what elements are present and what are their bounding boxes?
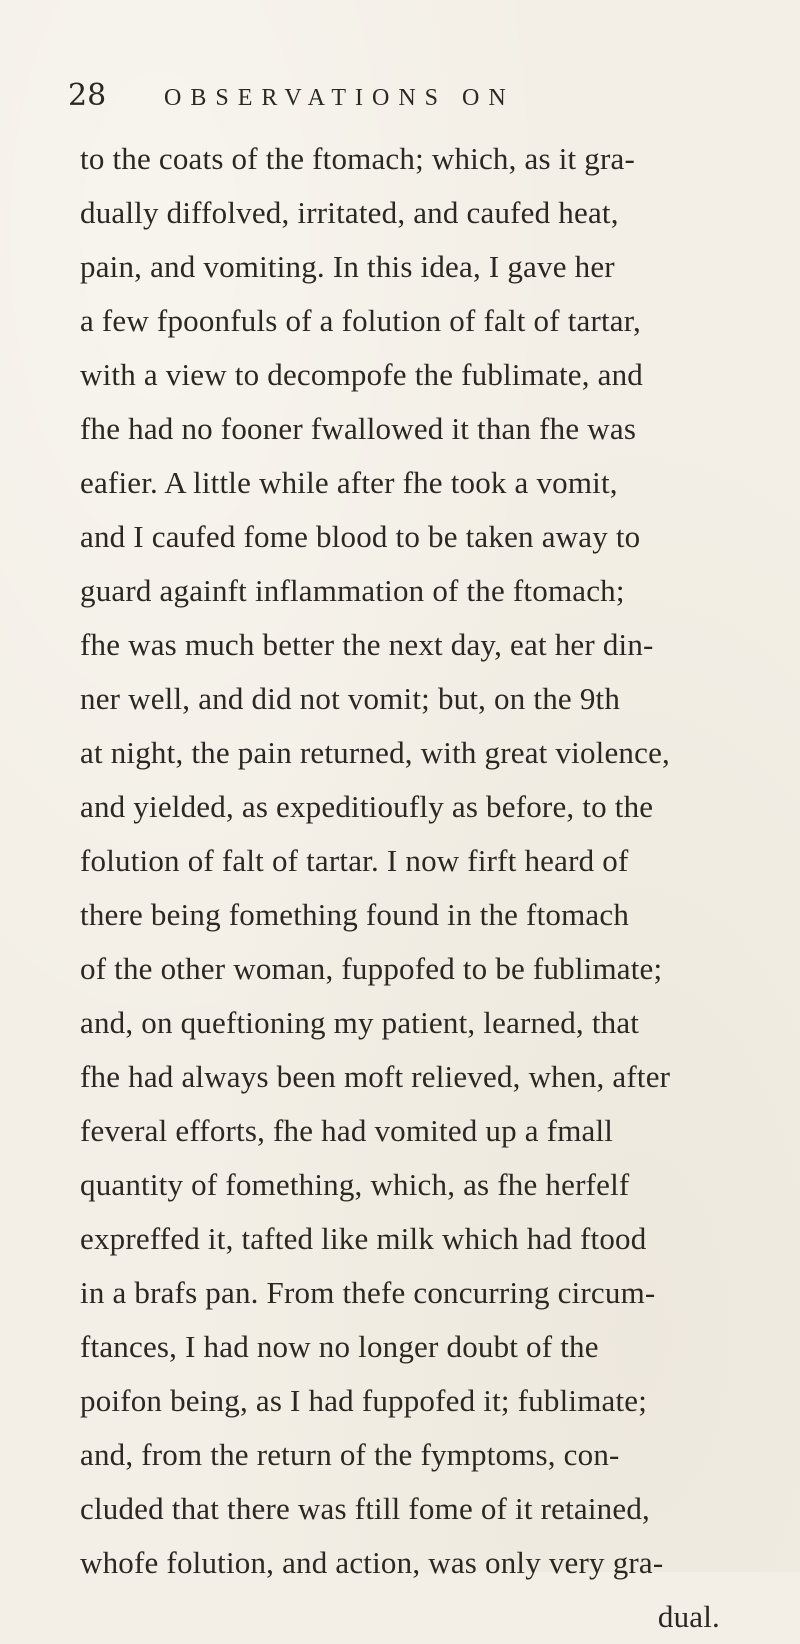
text-line: of the other woman, fuppofed to be fublimate; (80, 951, 663, 986)
text-line: a few fpoonfuls of a folution of falt of tartar, (80, 303, 642, 338)
text-line: cluded that there was ftill fome of it retained, (80, 1491, 650, 1526)
catchword-line: dual. (657, 1599, 720, 1634)
text-line: to the coats of the ftomach; which, as it gra- (80, 141, 635, 176)
text-line: poifon being, as I had fuppofed it; fublimate; (80, 1383, 648, 1418)
text-line: and, on queftioning my patient, learned, that (80, 1005, 640, 1040)
text-line: fhe had no fooner fwallowed it than fhe was (80, 411, 637, 446)
text-line: eafier. A little while after fhe took a vomit, (80, 465, 618, 500)
text-line: fhe had always been moft relieved, when, after (80, 1059, 671, 1094)
text-line: fhe was much better the next day, eat her din- (80, 627, 654, 662)
text-line: ftances, I had now no longer doubt of the (80, 1329, 599, 1364)
text-line: at night, the pain returned, with great violence, (80, 735, 670, 770)
text-line: and, from the return of the fymptoms, con- (80, 1437, 620, 1472)
text-line: pain, and vomiting. In this idea, I gave her (80, 249, 615, 284)
text-line: guard againft inflammation of the ftomach; (80, 573, 625, 608)
page-number: 28 (68, 78, 107, 113)
text-line: whofe folution, and action, was only very gra- (80, 1545, 664, 1580)
text-line: folution of falt of tartar. I now firft heard of (80, 843, 629, 878)
running-head: OBSERVATIONS ON (164, 85, 515, 111)
body-text (80, 132, 720, 1644)
text-line: quantity of fomething, which, as fhe herfelf (80, 1167, 630, 1202)
text-line: and yielded, as expeditioufly as before, to the (80, 789, 654, 824)
text-line: there being fomething found in the ftomach (80, 897, 630, 932)
text-line: in a brafs pan. From thefe concurring circum- (80, 1275, 656, 1310)
text-line: with a view to decompofe the fublimate, and (80, 357, 643, 392)
text-line: ner well, and did not vomit; but, on the 9th (80, 681, 621, 716)
page-header (68, 76, 688, 116)
text-line: feveral efforts, fhe had vomited up a fmall (80, 1113, 614, 1148)
text-line: dually diffolved, irritated, and caufed heat, (80, 195, 619, 230)
text-line: expreffed it, tafted like milk which had ftood (80, 1221, 647, 1256)
text-line: and I caufed fome blood to be taken away to (80, 519, 641, 554)
